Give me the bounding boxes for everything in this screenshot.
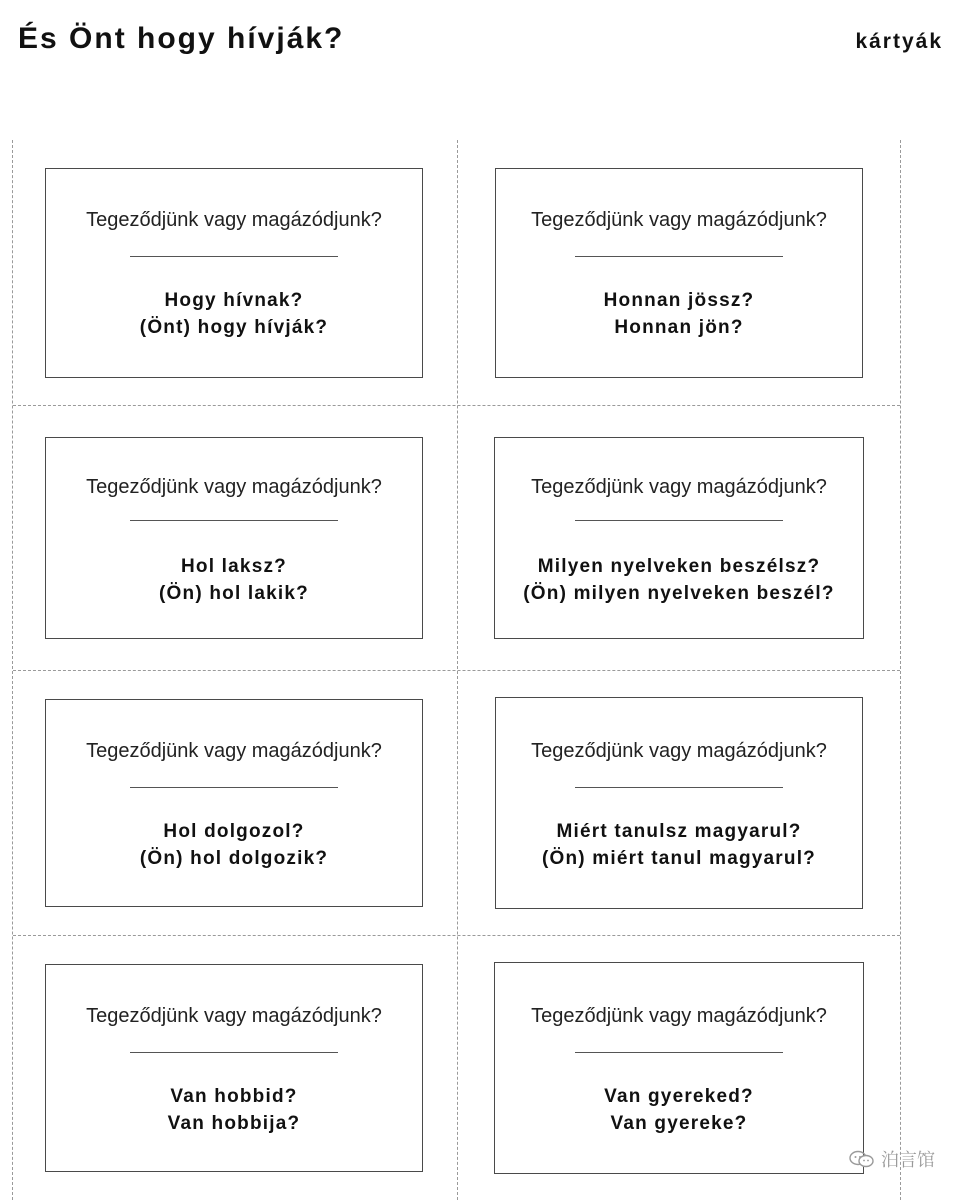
card-sheet <box>12 140 901 1200</box>
informal-question: Honnan jössz? <box>603 290 755 311</box>
formal-question: (Ön) hol lakik? <box>159 583 309 604</box>
card-questions <box>46 553 422 607</box>
card-divider <box>575 1052 783 1053</box>
informal-question: Van hobbid? <box>170 1086 298 1107</box>
card-4[interactable] <box>494 437 864 639</box>
card-prompt: Tegeződjünk vagy magázódjunk? <box>531 209 827 231</box>
card-questions <box>495 1083 863 1137</box>
card-prompt: Tegeződjünk vagy magázódjunk? <box>86 476 382 498</box>
formal-question: (Ön) miért tanul magyarul? <box>541 848 816 869</box>
cut-line-horizontal <box>13 935 900 936</box>
card-7[interactable] <box>45 964 423 1172</box>
section-label: kártyák <box>855 30 943 53</box>
card-6[interactable] <box>495 697 863 909</box>
card-questions <box>46 1083 422 1137</box>
card-3[interactable] <box>45 437 423 639</box>
card-divider <box>130 520 338 521</box>
formal-question: (Önt) hogy hívják? <box>139 317 329 338</box>
card-questions <box>46 818 422 872</box>
card-prompt: Tegeződjünk vagy magázódjunk? <box>86 1005 382 1027</box>
formal-question: Honnan jön? <box>614 317 744 338</box>
formal-question: (Ön) milyen nyelveken beszél? <box>523 583 835 604</box>
card-prompt: Tegeződjünk vagy magázódjunk? <box>531 476 827 498</box>
informal-question: Milyen nyelveken beszélsz? <box>537 556 821 577</box>
informal-question: Hol dolgozol? <box>163 821 305 842</box>
card-questions <box>496 818 862 872</box>
card-1[interactable] <box>45 168 423 378</box>
card-8[interactable] <box>494 962 864 1174</box>
watermark-text: 泊言馆 <box>881 1150 935 1170</box>
card-questions <box>496 287 862 341</box>
informal-question: Miért tanulsz magyarul? <box>556 821 802 842</box>
card-prompt: Tegeződjünk vagy magázódjunk? <box>86 740 382 762</box>
card-5[interactable] <box>45 699 423 907</box>
wechat-icon <box>849 1150 875 1168</box>
card-divider <box>130 1052 338 1053</box>
card-prompt: Tegeződjünk vagy magázódjunk? <box>86 209 382 231</box>
informal-question: Hol laksz? <box>181 556 287 577</box>
card-divider <box>130 787 338 788</box>
formal-question: Van gyereke? <box>610 1113 748 1134</box>
formal-question: (Ön) hol dolgozik? <box>139 848 329 869</box>
card-2[interactable] <box>495 168 863 378</box>
card-prompt: Tegeződjünk vagy magázódjunk? <box>531 740 827 762</box>
card-divider <box>575 787 783 788</box>
page-title: És Önt hogy hívják? <box>18 22 345 55</box>
cut-line-horizontal <box>13 405 900 406</box>
cut-line-horizontal <box>13 670 900 671</box>
card-divider <box>130 256 338 257</box>
card-divider <box>575 520 783 521</box>
card-questions <box>495 553 863 607</box>
card-questions <box>46 287 422 341</box>
informal-question: Van gyereked? <box>604 1086 754 1107</box>
card-prompt: Tegeződjünk vagy magázódjunk? <box>531 1005 827 1027</box>
formal-question: Van hobbija? <box>167 1113 301 1134</box>
card-divider <box>575 256 783 257</box>
watermark <box>849 1146 935 1172</box>
informal-question: Hogy hívnak? <box>164 290 304 311</box>
